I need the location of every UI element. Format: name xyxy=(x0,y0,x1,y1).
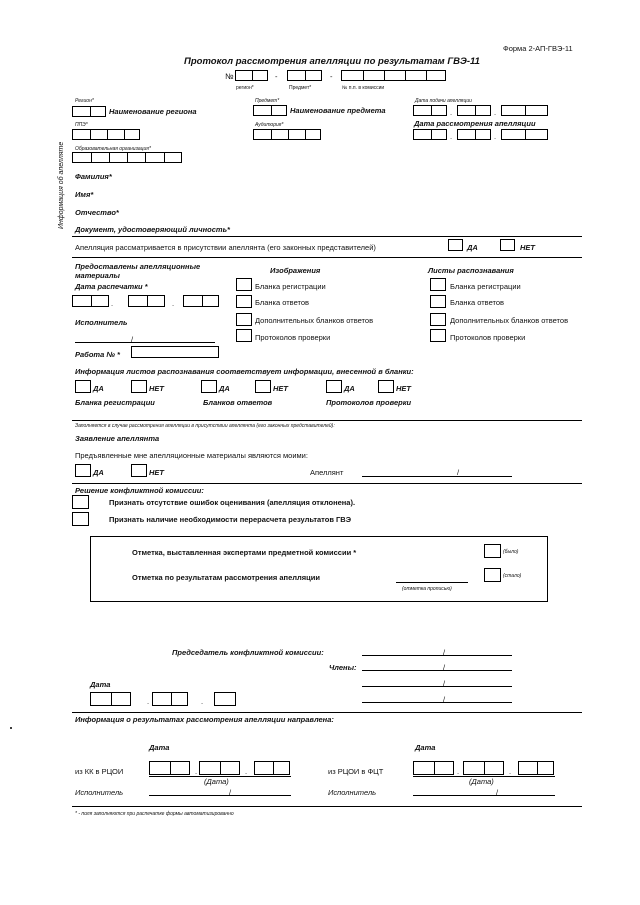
print-day-field[interactable] xyxy=(72,295,109,307)
image-label-4: Протоколов проверки xyxy=(255,333,331,342)
work-no-label: Работа № * xyxy=(75,350,120,359)
result-info-title: Информация о результатах рассмотрения апелляции направлена: xyxy=(75,715,334,724)
statement-text: Предъявленные мне апелляционные материалы являются моими: xyxy=(75,451,308,460)
ftc-executor-slash: / xyxy=(496,788,499,797)
match-prot-no-checkbox[interactable] xyxy=(378,380,394,393)
work-no-field[interactable] xyxy=(131,346,219,358)
sheet-label-4: Протоколов проверки xyxy=(450,333,526,342)
sheet-checkbox-1[interactable] xyxy=(430,278,446,291)
divider xyxy=(72,257,582,258)
member-line-2[interactable] xyxy=(362,686,512,687)
mark-in-words-line[interactable] xyxy=(396,582,468,583)
print-sep-2: . xyxy=(172,299,175,308)
divider xyxy=(72,483,582,484)
sign-sep-1: . xyxy=(147,697,150,706)
decision-option1-label: Признать отсутствие ошибок оценивания (апелляция отклонена). xyxy=(109,498,356,507)
materials-provided-label: Предоставлены апелляционные материалы xyxy=(75,262,201,280)
ftc-sep-1: . xyxy=(457,767,460,776)
match-prot-yes-label: ДА xyxy=(344,384,355,393)
subject-name-label: Наименование предмета xyxy=(290,106,386,115)
review-sep-1: . xyxy=(450,132,453,141)
statement-no-checkbox[interactable] xyxy=(131,464,147,477)
name-label: Имя* xyxy=(75,190,94,199)
filing-year-field[interactable] xyxy=(501,105,548,116)
match-title: Информация листов распознавания соответствует информации, внесенной в бланки: xyxy=(75,367,414,376)
number-label: № xyxy=(225,72,234,81)
statement-no-label: НЕТ xyxy=(149,468,164,477)
kk-month-field[interactable] xyxy=(199,761,240,775)
kk-date-caption: (Дата) xyxy=(204,777,229,786)
chair-slash: / xyxy=(443,648,446,657)
member-slash-1: / xyxy=(443,663,446,672)
to-ftc-label: из РЦОИ в ФЦТ xyxy=(328,767,384,776)
appellant-slash: / xyxy=(457,468,460,477)
ftc-executor-line[interactable] xyxy=(413,795,555,796)
member-line-1[interactable] xyxy=(362,670,512,671)
sheets-title: Листы распознавания xyxy=(428,266,514,275)
ftc-sep-2: . xyxy=(509,767,512,776)
sign-month-field[interactable] xyxy=(152,692,188,706)
image-checkbox-4[interactable] xyxy=(236,329,252,342)
print-year-field[interactable] xyxy=(183,295,219,307)
kk-year-field[interactable] xyxy=(254,761,290,775)
experts-mark-label: Отметка, выставленная экспертами предметной комиссии * xyxy=(132,548,357,557)
executor-slash: / xyxy=(131,335,134,344)
id-doc-label: Документ, удостоверяющий личность* xyxy=(75,225,230,234)
kk-executor-slash: / xyxy=(229,788,232,797)
scan-speck xyxy=(10,727,12,729)
member-slash-3: / xyxy=(443,695,446,704)
kk-sep-1: . xyxy=(195,767,198,776)
region-small-label: Регион* xyxy=(75,98,94,104)
marks-box xyxy=(90,536,548,602)
kk-day-field[interactable] xyxy=(149,761,190,775)
number-sub-subject: Предмет* xyxy=(289,85,312,91)
divider xyxy=(72,236,582,237)
sign-day-field[interactable] xyxy=(90,692,131,706)
decision-option1-checkbox[interactable] xyxy=(72,495,89,509)
subject-code-field[interactable] xyxy=(253,105,287,116)
image-checkbox-3[interactable] xyxy=(236,313,252,326)
ppe-label: ППЭ* xyxy=(75,122,88,128)
presence-yes-label: ДА xyxy=(467,243,478,252)
image-label-1: Бланка регистрации xyxy=(255,282,326,291)
surname-label: Фамилия* xyxy=(75,172,112,181)
executor-label: Исполнитель xyxy=(75,318,128,327)
review-sep-2: . xyxy=(494,132,497,141)
match-prot-yes-checkbox[interactable] xyxy=(326,380,342,393)
presence-no-checkbox[interactable] xyxy=(500,239,515,251)
sheet-checkbox-3[interactable] xyxy=(430,313,446,326)
presence-yes-checkbox[interactable] xyxy=(448,239,463,251)
ftc-month-field[interactable] xyxy=(463,761,504,775)
appellant-signature-line[interactable] xyxy=(362,476,512,477)
match-ans-no-label: НЕТ xyxy=(273,384,288,393)
statement-note: Заполняется в случае рассмотрения апелляции в присутствии апеллянта (его законных представителей): xyxy=(75,423,335,429)
org-field[interactable] xyxy=(72,152,182,163)
decision-title: Решение конфликтной комиссии: xyxy=(75,486,204,495)
subject-small-label: Предмет* xyxy=(255,98,280,104)
ftc-year-field[interactable] xyxy=(518,761,554,775)
executor-signature-line[interactable] xyxy=(75,342,215,343)
sign-date-label: Дата xyxy=(90,680,111,689)
filing-date-label: Дата подачи апелляции xyxy=(415,98,472,104)
number-sep-1: - xyxy=(275,72,278,81)
print-date-label: Дата распечатки * xyxy=(75,282,148,291)
kk-sep-2: . xyxy=(245,767,248,776)
print-month-field[interactable] xyxy=(128,295,165,307)
auditorium-field[interactable] xyxy=(253,129,321,140)
member-line-3[interactable] xyxy=(362,702,512,703)
org-label: Образовательная организация* xyxy=(75,146,151,152)
match-ans-yes-label: ДА xyxy=(219,384,230,393)
form-code: Форма 2-АП-ГВЭ-11 xyxy=(503,44,573,53)
applicant-side-label: Информация об апелляте xyxy=(58,141,65,229)
result-mark-field[interactable] xyxy=(484,568,501,582)
sign-sep-2: . xyxy=(201,697,204,706)
was-label: (было) xyxy=(503,549,519,555)
number-sub-region: регион* xyxy=(236,85,254,91)
number-commission-field[interactable] xyxy=(341,70,446,81)
number-sub-commission: № п.п. в комиссии xyxy=(342,85,385,91)
patronymic-label: Отчество* xyxy=(75,208,119,217)
number-region-field[interactable] xyxy=(235,70,268,81)
filing-month-field[interactable] xyxy=(457,105,491,116)
image-label-2: Бланка ответов xyxy=(255,298,309,307)
filing-day-field[interactable] xyxy=(413,105,447,116)
sign-year-field[interactable] xyxy=(214,692,236,706)
kk-executor-line[interactable] xyxy=(149,795,291,796)
match-group-3: Протоколов проверки xyxy=(326,398,412,407)
image-checkbox-1[interactable] xyxy=(236,278,252,291)
region-code-field[interactable] xyxy=(72,106,106,117)
ppe-field[interactable] xyxy=(72,129,140,140)
review-date-label: Дата рассмотрения апелляции xyxy=(414,119,536,128)
kk-executor-label: Исполнитель xyxy=(75,788,124,797)
appellant-label: Апеллянт xyxy=(310,468,344,477)
number-sep-2: - xyxy=(330,72,333,81)
members-label: Члены: xyxy=(329,663,357,672)
presence-no-label: НЕТ xyxy=(520,243,535,252)
became-label: (стало) xyxy=(503,573,522,579)
to-kk-label: из КК в РЦОИ xyxy=(75,767,124,776)
match-ans-yes-checkbox[interactable] xyxy=(201,380,217,393)
region-name-label: Наименование региона xyxy=(109,107,197,116)
sheet-label-2: Бланка ответов xyxy=(450,298,504,307)
ftc-date-caption: (Дата) xyxy=(469,777,494,786)
divider xyxy=(72,712,582,713)
chair-signature-line[interactable] xyxy=(362,655,512,656)
decision-option2-checkbox[interactable] xyxy=(72,512,89,526)
divider xyxy=(72,420,582,421)
footnote: * - поля заполняются при распечатке формы автоматизированно xyxy=(75,811,234,817)
sheet-checkbox-4[interactable] xyxy=(430,329,446,342)
image-label-3: Дополнительных бланков ответов xyxy=(255,316,374,325)
review-month-field[interactable] xyxy=(457,129,491,140)
ftc-executor-label: Исполнитель xyxy=(328,788,377,797)
match-prot-no-label: НЕТ xyxy=(396,384,411,393)
form-title: Протокол рассмотрения апелляции по результатам ГВЭ-11 xyxy=(184,56,480,67)
match-reg-yes-checkbox[interactable] xyxy=(75,380,91,393)
statement-title: Заявление апеллянта xyxy=(75,434,160,443)
match-group-2: Бланков ответов xyxy=(203,398,273,407)
divider xyxy=(72,806,582,807)
ftc-day-field[interactable] xyxy=(413,761,454,775)
statement-yes-checkbox[interactable] xyxy=(75,464,91,477)
sheet-checkbox-2[interactable] xyxy=(430,295,446,308)
presence-text: Апелляция рассматривается в присутствии апеллянта (его законных представителей) xyxy=(75,243,376,252)
result-mark-label: Отметка по результатам рассмотрения апелляции xyxy=(132,573,320,582)
sheet-label-3: Дополнительных бланков ответов xyxy=(450,316,569,325)
result-date1-label: Дата xyxy=(149,743,170,752)
match-reg-no-label: НЕТ xyxy=(149,384,164,393)
match-group-1: Бланка регистрации xyxy=(75,398,155,407)
images-title: Изображения xyxy=(270,266,321,275)
statement-yes-label: ДА xyxy=(93,468,104,477)
match-reg-yes-label: ДА xyxy=(93,384,104,393)
experts-mark-field[interactable] xyxy=(484,544,501,558)
number-subject-field[interactable] xyxy=(287,70,322,81)
sheet-label-1: Бланка регистрации xyxy=(450,282,521,291)
decision-option2-label: Признать наличие необходимости перерасчета результатов ГВЭ xyxy=(109,515,352,524)
result-date2-label: Дата xyxy=(415,743,436,752)
filing-sep-2: . xyxy=(494,108,497,117)
image-checkbox-2[interactable] xyxy=(236,295,252,308)
match-reg-no-checkbox[interactable] xyxy=(131,380,147,393)
review-year-field[interactable] xyxy=(501,129,548,140)
in-words-caption: (отметка прописью) xyxy=(402,586,452,592)
match-ans-no-checkbox[interactable] xyxy=(255,380,271,393)
review-day-field[interactable] xyxy=(413,129,447,140)
chair-label: Председатель конфликтной комиссии: xyxy=(172,648,324,657)
print-sep-1: . xyxy=(111,299,114,308)
filing-sep-1: . xyxy=(450,108,453,117)
auditorium-label: Аудитория* xyxy=(255,122,284,128)
member-slash-2: / xyxy=(443,679,446,688)
